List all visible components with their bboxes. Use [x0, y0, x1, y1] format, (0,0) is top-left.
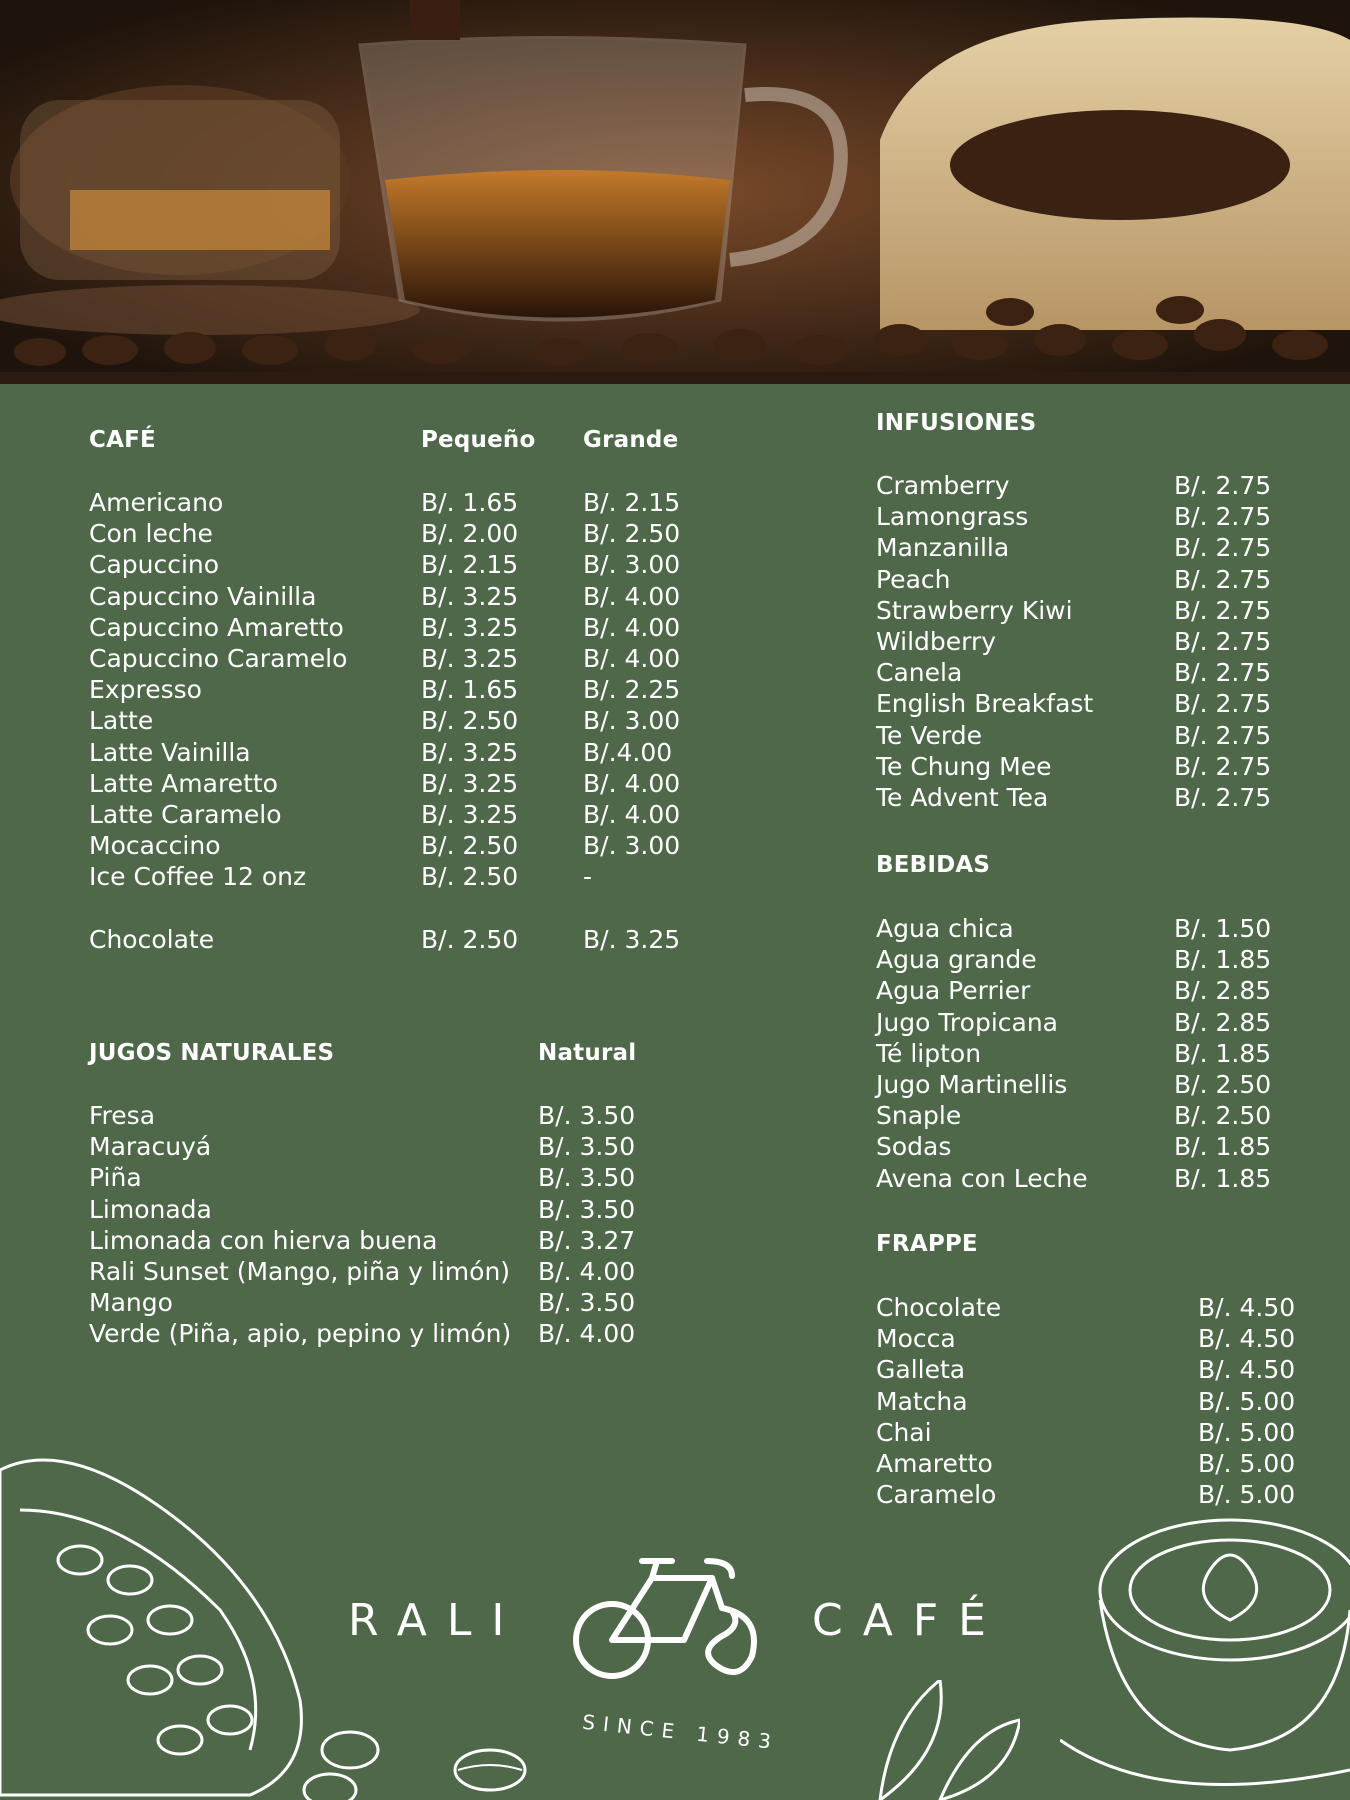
item-name: Te Chung Mee: [876, 751, 1052, 781]
frappe-section-title: FRAPPE: [876, 1231, 978, 1257]
item-price: B/. 2.75: [1174, 751, 1272, 781]
item-price: B/. 2.50: [1174, 1101, 1272, 1131]
price-small: B/. 3.25: [421, 800, 519, 829]
price-small: B/. 3.25: [421, 644, 519, 673]
item-name: Agua grande: [876, 945, 1037, 975]
coffee-bean-illustration: [440, 1740, 540, 1800]
item-name: Americano: [89, 488, 224, 517]
jugos-section-title: JUGOS NATURALES: [89, 1040, 335, 1066]
item-price: B/. 2.75: [1174, 471, 1272, 500]
item-name: Mocca: [876, 1324, 956, 1354]
item-name: Capuccino Caramelo: [89, 644, 348, 673]
item-name: Capuccino Vainilla: [89, 581, 317, 611]
price-small: B/. 2.00: [421, 519, 519, 549]
item-name: Ice Coffee 12 onz: [89, 862, 307, 892]
item-name: Peach: [876, 564, 951, 594]
item-price: B/. 4.00: [538, 1257, 636, 1286]
item-name: Jugo Martinellis: [876, 1070, 1068, 1099]
item-price: B/. 3.27: [538, 1225, 636, 1255]
latte-cup-illustration: [1060, 1510, 1350, 1800]
item-price: B/. 3.50: [538, 1163, 636, 1193]
cafe-col-large-header: Grande: [583, 427, 679, 453]
item-name: Snaple: [876, 1101, 962, 1131]
item-name: Agua chica: [876, 914, 1014, 943]
item-name: Te Advent Tea: [876, 783, 1049, 812]
item-name: Matcha: [876, 1386, 968, 1416]
price-large: B/. 3.25: [583, 925, 681, 954]
item-price: B/. 2.75: [1174, 564, 1272, 594]
item-price: B/. 2.75: [1174, 720, 1272, 750]
price-large: B/.4.00: [583, 737, 673, 767]
price-small: B/. 2.50: [421, 831, 519, 861]
item-name: Latte Amaretto: [89, 768, 278, 798]
item-price: B/. 5.00: [1198, 1417, 1296, 1447]
item-name: Capuccino Amaretto: [89, 612, 344, 642]
price-large: B/. 3.00: [583, 706, 681, 736]
item-price: B/. 2.50: [1174, 1070, 1272, 1099]
jugos-col-header: Natural: [538, 1040, 637, 1066]
item-price: B/. 3.50: [538, 1132, 636, 1162]
cafe-col-small-header: Pequeño: [421, 427, 536, 453]
price-small: B/. 1.65: [421, 488, 519, 517]
item-name: Verde (Piña, apio, pepino y limón): [89, 1319, 512, 1349]
price-large: B/. 4.00: [583, 581, 681, 611]
item-name: Con leche: [89, 519, 213, 549]
price-small: B/. 2.15: [421, 550, 519, 580]
item-name: Piña: [89, 1163, 142, 1193]
price-large: B/. 3.00: [583, 831, 681, 861]
item-price: B/. 2.75: [1174, 689, 1272, 719]
item-name: Sodas: [876, 1132, 952, 1162]
item-price: B/. 2.75: [1174, 658, 1272, 688]
brand-name-right: CAFÉ: [812, 1595, 1006, 1646]
item-price: B/. 4.50: [1198, 1355, 1296, 1385]
item-name: Galleta: [876, 1355, 966, 1385]
item-price: B/. 4.50: [1198, 1324, 1296, 1354]
item-price: B/. 1.85: [1174, 945, 1272, 975]
price-small: B/. 3.25: [421, 581, 519, 611]
brand-name-left: RALI: [348, 1595, 525, 1646]
item-price: B/. 4.00: [538, 1319, 636, 1349]
price-small: B/. 3.25: [421, 612, 519, 642]
item-name: Capuccino: [89, 550, 220, 580]
item-name: Expresso: [89, 675, 202, 705]
price-large: B/. 2.50: [583, 519, 681, 549]
bebidas-section-title: BEBIDAS: [876, 852, 991, 878]
item-name: Lamongrass: [876, 502, 1029, 532]
item-name: Chocolate: [876, 1293, 1002, 1322]
price-large: -: [583, 862, 593, 892]
item-price: B/. 2.75: [1174, 783, 1272, 812]
coffee-leaf-illustration: [860, 1680, 1020, 1800]
item-price: B/. 2.75: [1174, 595, 1272, 625]
item-name: Wildberry: [876, 627, 997, 656]
item-name: Manzanilla: [876, 533, 1010, 563]
item-name: Mocaccino: [89, 831, 221, 861]
item-name: Jugo Tropicana: [876, 1007, 1058, 1037]
item-price: B/. 3.50: [538, 1101, 636, 1130]
item-name: Avena con Leche: [876, 1163, 1088, 1193]
item-name: Rali Sunset (Mango, piña y limón): [89, 1257, 511, 1286]
item-price: B/. 3.50: [538, 1194, 636, 1224]
item-name: Té lipton: [876, 1038, 982, 1068]
item-name: Limonada: [89, 1194, 212, 1224]
item-price: B/. 2.85: [1174, 976, 1272, 1006]
price-small: B/. 2.50: [421, 925, 519, 954]
price-small: B/. 2.50: [421, 862, 519, 892]
item-name: Agua Perrier: [876, 976, 1031, 1006]
item-name: Maracuyá: [89, 1132, 212, 1162]
item-name: Latte Caramelo: [89, 800, 282, 829]
item-price: B/. 1.50: [1174, 914, 1272, 943]
price-small: B/. 3.25: [421, 737, 519, 767]
bicycle-logo-icon: [572, 1556, 778, 1682]
item-price: B/. 4.50: [1198, 1293, 1296, 1322]
item-name: English Breakfast: [876, 689, 1094, 719]
item-name: Chocolate: [89, 925, 215, 954]
since-tagline: SINCE 1983: [581, 1709, 781, 1755]
item-name: Caramelo: [876, 1480, 997, 1510]
item-name: Cramberry: [876, 471, 1010, 500]
item-price: B/. 1.85: [1174, 1163, 1272, 1193]
item-name: Chai: [876, 1417, 932, 1447]
price-small: B/. 1.65: [421, 675, 519, 705]
price-small: B/. 2.50: [421, 706, 519, 736]
item-name: Latte Vainilla: [89, 737, 251, 767]
price-large: B/. 3.00: [583, 550, 681, 580]
item-price: B/. 1.85: [1174, 1038, 1272, 1068]
price-large: B/. 2.25: [583, 675, 681, 705]
price-large: B/. 4.00: [583, 612, 681, 642]
hero-coffee-photo: [0, 0, 1350, 384]
item-name: Strawberry Kiwi: [876, 595, 1073, 625]
price-small: B/. 3.25: [421, 768, 519, 798]
item-name: Latte: [89, 706, 154, 736]
item-price: B/. 2.85: [1174, 1007, 1272, 1037]
price-large: B/. 4.00: [583, 644, 681, 673]
cafe-section-title: CAFÉ: [89, 427, 156, 453]
item-price: B/. 5.00: [1198, 1480, 1296, 1510]
item-price: B/. 1.85: [1174, 1132, 1272, 1162]
price-large: B/. 4.00: [583, 800, 681, 829]
item-price: B/. 2.75: [1174, 627, 1272, 656]
item-price: B/. 2.75: [1174, 533, 1272, 563]
item-name: Mango: [89, 1288, 173, 1318]
price-large: B/. 2.15: [583, 488, 681, 517]
item-name: Amaretto: [876, 1449, 993, 1478]
item-price: B/. 2.75: [1174, 502, 1272, 532]
item-name: Fresa: [89, 1101, 156, 1130]
item-name: Canela: [876, 658, 963, 688]
item-price: B/. 5.00: [1198, 1449, 1296, 1478]
item-price: B/. 5.00: [1198, 1386, 1296, 1416]
item-price: B/. 3.50: [538, 1288, 636, 1318]
item-name: Te Verde: [876, 720, 982, 750]
item-name: Limonada con hierva buena: [89, 1225, 438, 1255]
price-large: B/. 4.00: [583, 768, 681, 798]
infusiones-section-title: INFUSIONES: [876, 410, 1037, 436]
